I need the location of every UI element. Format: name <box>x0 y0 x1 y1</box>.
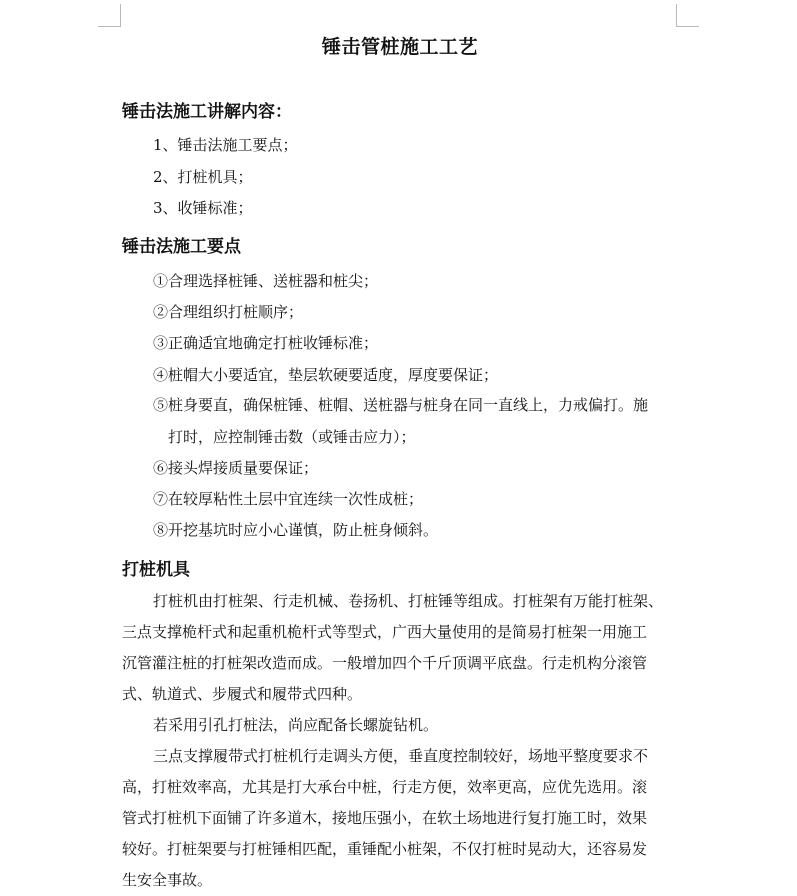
section-heading-pile-driving-equipment: 打桩机具 <box>122 560 190 580</box>
list-item-continuation: 打时，应控制锤击数（或锤击应力）； <box>168 428 416 446</box>
list-item: ②合理组织打桩顺序； <box>153 303 304 321</box>
crop-mark-top-right <box>676 4 699 27</box>
paragraph-line: 高，打桩效率高，尤其是打大承台中桩，行走方便，效率更高，应优先选用。滚 <box>122 778 648 796</box>
list-item: 2、打桩机具； <box>153 168 253 186</box>
paragraph-line: 式、轨道式、步履式和履带式四种。 <box>122 685 363 703</box>
list-item: ①合理选择桩锤、送桩器和桩尖； <box>153 272 379 290</box>
paragraph-line: 若采用引孔打桩法，尚应配备长螺旋钻机。 <box>153 716 439 734</box>
paragraph-drill-note <box>122 710 678 741</box>
list-item: ⑧开挖基坑时应小心谨慎，防止桩身倾斜。 <box>153 521 439 539</box>
paragraph-crawler-rig <box>122 741 678 896</box>
list-item: 3、收锤标准； <box>153 199 253 217</box>
paragraph-line: 三点支撑履带式打桩机行走调头方便，垂直度控制较好，场地平整度要求不 <box>153 747 649 765</box>
crop-mark-top-left <box>98 4 121 27</box>
list-item: ⑤桩身要直，确保桩锤、桩帽、送桩器与桩身在同一直线上，力戒偏打。施 <box>153 396 649 414</box>
list-item: 1、锤击法施工要点； <box>153 136 298 154</box>
paragraph-line: 生安全事故。 <box>122 871 213 889</box>
list-item: ④桩帽大小要适宜，垫层软硬要适度，厚度要保证； <box>153 366 499 384</box>
paragraph-line: 沉管灌注桩的打桩架改造而成。一般增加四个千斤顶调平底盘。行走机构分滚管 <box>122 654 648 672</box>
section-heading-lecture-contents: 锤击法施工讲解内容： <box>122 102 292 122</box>
paragraph-line: 较好。打桩架要与打桩锤相匹配，重锤配小桩架，不仅打桩时晃动大，还容易发 <box>122 840 648 858</box>
paragraph-line: 打桩机由打桩架、行走机械、卷扬机、打桩锤等组成。打桩架有万能打桩架、 <box>153 592 664 610</box>
paragraph-equipment-composition <box>122 586 678 710</box>
paragraph-line: 管式打桩机下面铺了许多道木，接地压强小，在软土场地进行复打施工时，效果 <box>122 809 648 827</box>
section-heading-key-points: 锤击法施工要点 <box>122 237 241 257</box>
list-item: ⑥接头焊接质量要保证； <box>153 459 319 477</box>
paragraph-line: 三点支撑桅杆式和起重机桅杆式等型式，广西大量使用的是简易打桩架一用施工 <box>122 623 648 641</box>
list-item: ⑦在较厚粘性土层中宜连续一次性成桩； <box>153 490 424 508</box>
list-item: ③正确适宜地确定打桩收锤标准； <box>153 334 379 352</box>
document-title: 锤击管桩施工工艺 <box>321 36 478 58</box>
